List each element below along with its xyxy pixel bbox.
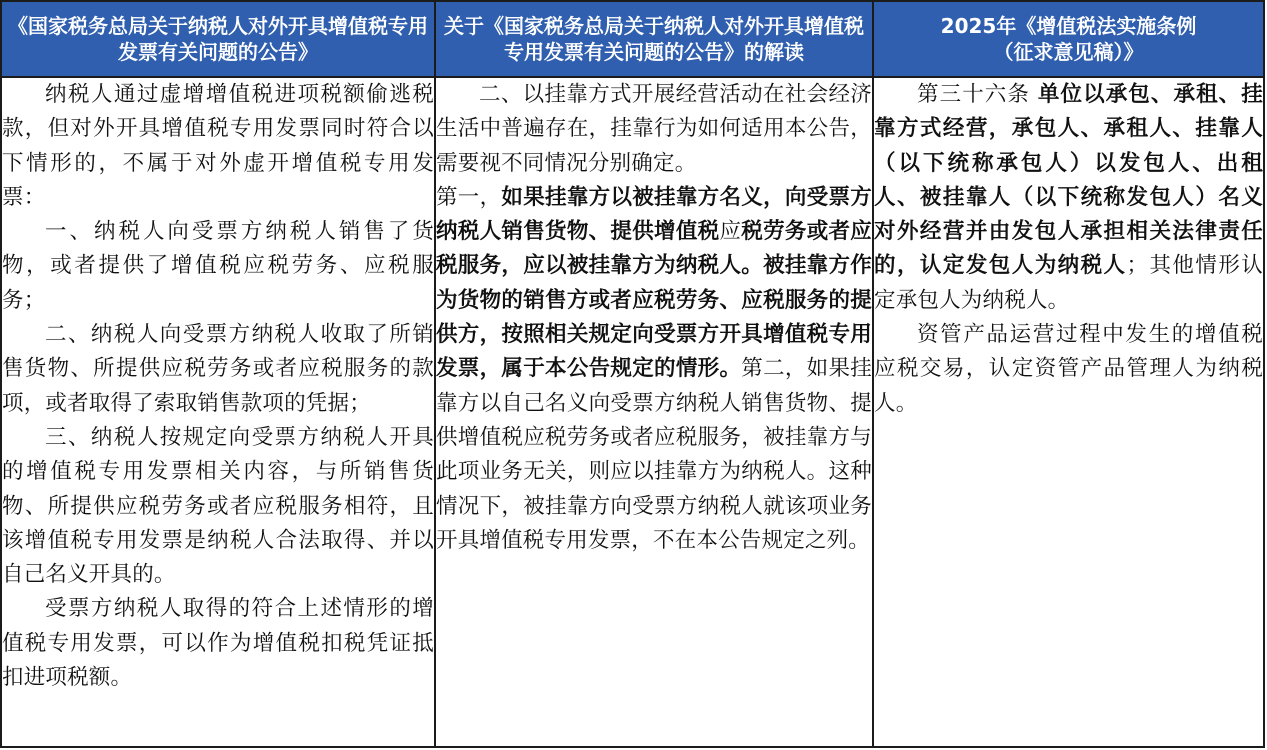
header-interpretation	[435, 1, 873, 77]
article-36-rest: ；其他情形认定承包人为纳税人。	[874, 253, 1263, 313]
announcement-intro: 纳税人通过虚增增值税进项税额偷逃税款，但对外开具增值税专用发票同时符合以下情形的，不属于对外虚开增值税专用发票：	[2, 82, 434, 210]
header-announcement-text: 《国家税务总局关于纳税人对外开具增值税专用发票有关问题的公告》	[8, 14, 428, 64]
article-number: 第三十六条	[917, 82, 1030, 107]
case-two-text: 第二，如果挂靠方以自己名义向受票方纳税人销售货物、提供增值税应税劳务或者应税服务，被挂靠方与此项业务无关，则应以挂靠方为纳税人。这种情况下，被挂靠方向受票方纳税人就该项业务开具增值税专用发票，不在本公告规定之列。	[436, 356, 872, 553]
article-36-emphasis: 单位以承包、承租、挂靠方式经营，承包人、承租人、挂靠人（以下统称承包人）以发包人、出租人、被挂靠人（以下统称发包人）名义对外经营并由发包人承担相关法律责任的，认定发包人为纳税人	[874, 82, 1263, 279]
header-announcement	[1, 1, 435, 77]
regulation-cell	[873, 77, 1264, 747]
announcement-item-1: 一、纳税人向受票方纳税人销售了货物，或者提供了增值税应税劳务、应税服务；	[2, 219, 434, 313]
header-regulation-draft	[873, 1, 1264, 77]
case-one-plain: 应	[719, 219, 742, 245]
announcement-conclusion: 受票方纳税人取得的符合上述情形的增值税专用发票，可以作为增值税扣税凭证抵扣进项税额。	[2, 596, 434, 691]
header-regulation-line2: （征求意见稿）》	[993, 40, 1144, 64]
announcement-item-3: 三、纳税人按规定向受票方纳税人开具的增值税专用发票相关内容，与所销售货物、所提供应税劳务或者应税服务相符，且该增值税专用发票是纳税人合法取得、并以自己名义开具的。	[2, 424, 434, 588]
content-row	[1, 77, 1264, 747]
interpretation-intro: 二、以挂靠方式开展经营活动在社会经济生活中普遍存在，挂靠行为如何适用本公告，需要视不同情况分别确定。	[436, 82, 872, 176]
asset-management-clause: 资管产品运营过程中发生的增值税应税交易，认定资管产品管理人为纳税人。	[874, 322, 1263, 416]
interpretation-cell	[435, 77, 873, 747]
interpretation-cases	[436, 181, 872, 558]
case-one-lead: 第一，	[436, 184, 502, 210]
announcement-cell	[1, 77, 435, 747]
header-interpretation-text: 关于《国家税务总局关于纳税人对外开具增值税专用发票有关问题的公告》的解读	[444, 14, 864, 64]
case-one-emphasis-cont: 税劳务或者应税服务，应以被挂靠方为纳税人。被挂靠方作为货物的销售方或者应税劳务、应税服务的提供方，按照相关规定向受票方开具增值税专用发票，属于本公告规定的情形。	[436, 219, 873, 382]
announcement-item-2: 二、纳税人向受票方纳税人收取了所销售货物、所提供应税劳务或者应税服务的款项，或者取得了索取销售款项的凭据；	[2, 322, 434, 416]
header-regulation-line1: 2025年《增值税法实施条例	[940, 14, 1197, 38]
header-row	[1, 1, 1264, 77]
case-one-emphasis: 如果挂靠方以被挂靠方名义，向受票方纳税人销售货物、提供增值税	[436, 184, 872, 245]
article-36	[874, 78, 1263, 318]
